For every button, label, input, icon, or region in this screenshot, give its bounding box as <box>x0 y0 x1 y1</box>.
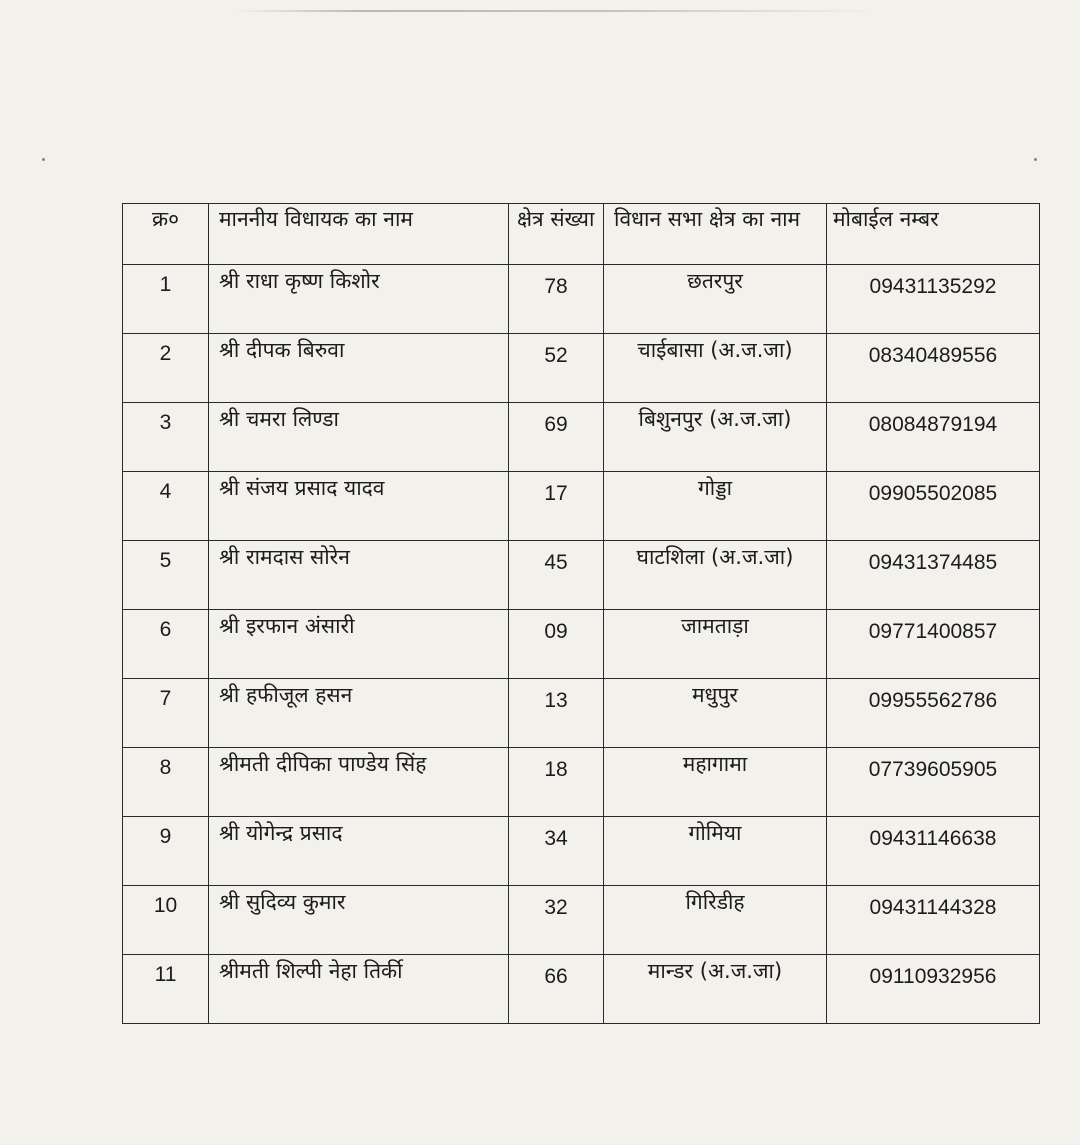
cell-constituency-number: 78 <box>509 265 604 334</box>
table-row <box>123 403 1040 472</box>
table-row <box>123 265 1040 334</box>
cell-constituency-name: गोमिया <box>604 817 827 886</box>
cell-constituency-number: 45 <box>509 541 604 610</box>
cell-constituency-number: 17 <box>509 472 604 541</box>
cell-mobile-number: 09431374485 <box>827 541 1040 610</box>
cell-constituency-number: 34 <box>509 817 604 886</box>
mla-contact-table <box>122 203 1040 1024</box>
cell-mobile-number: 09905502085 <box>827 472 1040 541</box>
cell-serial-number: 3 <box>123 403 209 472</box>
cell-mobile-number: 07739605905 <box>827 748 1040 817</box>
cell-serial-number: 4 <box>123 472 209 541</box>
cell-mla-name: श्री सुदिव्य कुमार <box>209 886 509 955</box>
cell-constituency-name: मधुपुर <box>604 679 827 748</box>
cell-mla-name: श्रीमती दीपिका पाण्डेय सिंह <box>209 748 509 817</box>
cell-serial-number: 5 <box>123 541 209 610</box>
cell-mla-name: श्री रामदास सोरेन <box>209 541 509 610</box>
cell-mla-name: श्री राधा कृष्ण किशोर <box>209 265 509 334</box>
cell-mla-name: श्रीमती शिल्पी नेहा तिर्की <box>209 955 509 1024</box>
cell-mobile-number: 09110932956 <box>827 955 1040 1024</box>
table-row <box>123 679 1040 748</box>
header-constituency-number: क्षेत्र संख्या <box>509 204 604 265</box>
cell-constituency-name: छतरपुर <box>604 265 827 334</box>
cell-constituency-name: जामताड़ा <box>604 610 827 679</box>
header-mla-name: माननीय विधायक का नाम <box>209 204 509 265</box>
cell-serial-number: 6 <box>123 610 209 679</box>
cell-mobile-number: 08340489556 <box>827 334 1040 403</box>
cell-constituency-number: 18 <box>509 748 604 817</box>
cell-constituency-number: 32 <box>509 886 604 955</box>
table-header-row <box>123 204 1040 265</box>
cell-serial-number: 8 <box>123 748 209 817</box>
cell-serial-number: 10 <box>123 886 209 955</box>
cell-mla-name: श्री दीपक बिरुवा <box>209 334 509 403</box>
cell-constituency-name: घाटशिला (अ.ज.जा) <box>604 541 827 610</box>
cell-constituency-number: 66 <box>509 955 604 1024</box>
scan-speck <box>1034 158 1037 161</box>
cell-constituency-name: महागामा <box>604 748 827 817</box>
table-row <box>123 748 1040 817</box>
table-row <box>123 334 1040 403</box>
cell-constituency-name: गिरिडीह <box>604 886 827 955</box>
cell-mobile-number: 09955562786 <box>827 679 1040 748</box>
cell-mla-name: श्री इरफान अंसारी <box>209 610 509 679</box>
cell-serial-number: 11 <box>123 955 209 1024</box>
cell-constituency-name: चाईबासा (अ.ज.जा) <box>604 334 827 403</box>
cell-constituency-number: 69 <box>509 403 604 472</box>
cell-constituency-number: 09 <box>509 610 604 679</box>
table-row <box>123 472 1040 541</box>
cell-serial-number: 7 <box>123 679 209 748</box>
cell-mobile-number: 09771400857 <box>827 610 1040 679</box>
cell-serial-number: 2 <box>123 334 209 403</box>
cell-constituency-number: 13 <box>509 679 604 748</box>
header-mobile-number: मोबाईल नम्बर <box>827 204 1040 265</box>
cell-mobile-number: 09431146638 <box>827 817 1040 886</box>
cell-mobile-number: 09431144328 <box>827 886 1040 955</box>
scan-speck <box>42 158 45 161</box>
table-body <box>123 265 1040 1024</box>
cell-mobile-number: 09431135292 <box>827 265 1040 334</box>
table-row <box>123 886 1040 955</box>
cell-constituency-name: मान्डर (अ.ज.जा) <box>604 955 827 1024</box>
cell-constituency-name: बिशुनपुर (अ.ज.जा) <box>604 403 827 472</box>
cell-mla-name: श्री योगेन्द्र प्रसाद <box>209 817 509 886</box>
table-row <box>123 817 1040 886</box>
table-row <box>123 610 1040 679</box>
cell-mla-name: श्री चमरा लिण्डा <box>209 403 509 472</box>
table-row <box>123 955 1040 1024</box>
cell-constituency-name: गोड्डा <box>604 472 827 541</box>
header-serial-number: क्र० <box>123 204 209 265</box>
cell-constituency-number: 52 <box>509 334 604 403</box>
header-constituency-name: विधान सभा क्षेत्र का नाम <box>604 204 827 265</box>
cell-mla-name: श्री संजय प्रसाद यादव <box>209 472 509 541</box>
cell-serial-number: 1 <box>123 265 209 334</box>
cell-mobile-number: 08084879194 <box>827 403 1040 472</box>
cell-mla-name: श्री हफीजूल हसन <box>209 679 509 748</box>
table-row <box>123 541 1040 610</box>
scan-artifact-line <box>235 10 875 12</box>
cell-serial-number: 9 <box>123 817 209 886</box>
